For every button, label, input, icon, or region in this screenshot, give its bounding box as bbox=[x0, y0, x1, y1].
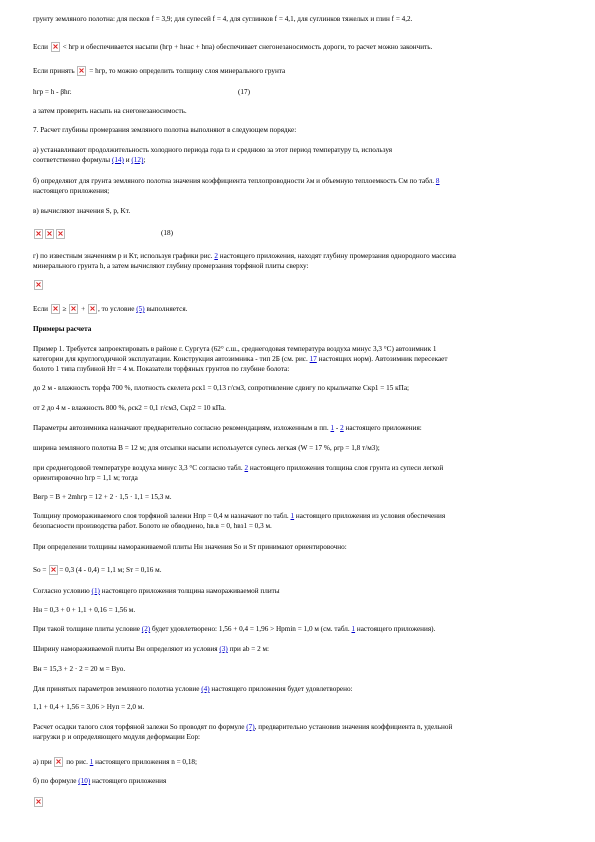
figure-link-2[interactable]: 2 bbox=[214, 252, 218, 260]
broken-image-icon bbox=[54, 757, 63, 767]
paragraph bbox=[33, 464, 573, 473]
text: + bbox=[81, 305, 86, 313]
text: и bbox=[125, 156, 130, 164]
text: болото 1 типа глубиной Hт = 4 м. Показатели торфяных грунтов по глубине болота: bbox=[33, 365, 290, 373]
text: Для принятых параметров земляного полотна условие bbox=[33, 685, 200, 693]
text: ориентировочно hгр = 1,1 м; тогда bbox=[33, 474, 138, 482]
text: настоящего приложения). bbox=[356, 625, 436, 633]
heading-text: Примеры расчета bbox=[33, 325, 92, 333]
condition-link-5[interactable]: (5) bbox=[136, 305, 145, 313]
formula-link-10[interactable]: (10) bbox=[78, 777, 91, 785]
text: б) по формуле bbox=[33, 777, 77, 785]
paragraph bbox=[33, 107, 573, 116]
text: категории для круглогодичной эксплуатации. Конструкция автозимника - тип 2Б (см. рис. bbox=[33, 355, 308, 363]
table-link-2[interactable]: 2 bbox=[244, 464, 249, 472]
text: Если bbox=[33, 43, 49, 51]
text: = hгр, то можно определить толщину слоя минерального грунта bbox=[89, 67, 286, 75]
formula-line bbox=[33, 88, 573, 97]
paragraph bbox=[33, 355, 573, 364]
broken-image-icon bbox=[51, 304, 60, 314]
text: Параметры автозимника назначают предварительно согласно рекомендациям, изложенным в пп. bbox=[33, 424, 329, 432]
formula-line bbox=[33, 565, 573, 575]
table-link-8[interactable]: 8 bbox=[435, 177, 440, 185]
paragraph bbox=[33, 156, 573, 165]
paragraph bbox=[33, 733, 573, 742]
formula: Sо = bbox=[33, 566, 47, 574]
text: при среднегодовой температуре воздуха минус 3,3 °С согласно табл. bbox=[33, 464, 243, 472]
item-link-2[interactable]: 2 bbox=[340, 424, 344, 432]
paragraph bbox=[33, 444, 573, 453]
text: от 2 до 4 м - влажность 800 %, ρск2 = 0,1 г/см3, Cкр2 = 10 кПа. bbox=[33, 404, 226, 412]
text: настоящего приложения толщина слоя грунта из супеси легкой bbox=[249, 464, 444, 472]
text: настоящего приложения; bbox=[33, 187, 110, 195]
text: при ab = 2 м: bbox=[229, 645, 270, 653]
condition-link-1[interactable]: (1) bbox=[91, 587, 100, 595]
text: настоящего приложения из условия обеспечения bbox=[295, 512, 446, 520]
text: а) при bbox=[33, 758, 52, 766]
text: Согласно условию bbox=[33, 587, 90, 595]
formula-line bbox=[33, 229, 573, 239]
text: - bbox=[335, 424, 339, 432]
paragraph bbox=[33, 66, 573, 76]
text: , предварительно установив значения коэффициента n, удельной bbox=[254, 723, 453, 731]
paragraph bbox=[33, 126, 573, 135]
formula: hгр = h - βhг. bbox=[33, 88, 72, 96]
figure-link-17[interactable]: 17 bbox=[309, 355, 317, 363]
text: до 2 м - влажность торфа 700 %, плотность скелета ρск1 = 0,13 г/см3, сопротивление сдвигу по крыльчатке Cкр1 = 15 кПа; bbox=[33, 384, 410, 392]
paragraph bbox=[33, 384, 573, 393]
text: ; bbox=[143, 156, 146, 164]
paragraph bbox=[33, 252, 573, 261]
equation-number: (18) bbox=[161, 229, 173, 237]
formula-link-7[interactable]: (7) bbox=[246, 723, 255, 731]
paragraph bbox=[33, 474, 573, 483]
text: по рис. bbox=[66, 758, 88, 766]
paragraph bbox=[33, 207, 573, 216]
text: настоящего приложения bbox=[92, 777, 167, 785]
text: При определении толщины намораживаемой плиты Hн значения Sо и Sт принимают ориентировочно: bbox=[33, 543, 347, 551]
paragraph bbox=[33, 543, 573, 552]
paragraph bbox=[33, 512, 573, 521]
text: в) вычисляют значения S, p, Kт. bbox=[33, 207, 131, 215]
broken-image-icon bbox=[34, 280, 43, 290]
paragraph bbox=[33, 187, 573, 196]
text: настоящего приложения, находят глубину промерзания однородного массива bbox=[219, 252, 456, 260]
text: Если принять bbox=[33, 67, 75, 75]
text: настоящего приложения будет удовлетворено: bbox=[211, 685, 353, 693]
paragraph bbox=[33, 645, 573, 654]
text: б) определяют для грунта земляного полотна значения коэффициента теплопроводности λм и объемную теплоемкость Cм по табл. bbox=[33, 177, 435, 185]
broken-image-icon bbox=[34, 229, 43, 239]
formula: Hн = 0,3 + 0 + 1,1 + 0,16 = 1,56 м. bbox=[33, 606, 136, 614]
broken-image-icon bbox=[56, 229, 65, 239]
text: Расчет осадки талого слоя торфяной залежи Sо проводят по формуле bbox=[33, 723, 245, 731]
paragraph bbox=[33, 345, 573, 354]
paragraph bbox=[33, 146, 573, 155]
text: безопасности производства работ. Болото не обводнено, hв.в = 0, hвз1 = 0,3 м. bbox=[33, 522, 272, 530]
text: грунту земляного полотна: для песков f = 3,9; для супесей f = 4, для суглинков f = 4,1, для суглинков тяжелых и глин f = 4,2. bbox=[33, 15, 413, 23]
broken-image-icon bbox=[77, 66, 86, 76]
broken-image-icon bbox=[88, 304, 97, 314]
paragraph bbox=[33, 177, 573, 186]
paragraph bbox=[33, 404, 573, 413]
text: 7. Расчет глубины промерзания земляного полотна выполняют в следующем порядке: bbox=[33, 126, 297, 134]
formula: = 0,3 (4 - 0,4) = 1,1 м; Sт = 0,16 м. bbox=[59, 566, 162, 574]
paragraph bbox=[33, 15, 573, 24]
condition-link-3[interactable]: (3) bbox=[219, 645, 228, 653]
paragraph bbox=[33, 365, 573, 374]
text: Ширину намораживаемой плиты Bн определяют из условия bbox=[33, 645, 218, 653]
section-heading bbox=[33, 325, 573, 334]
broken-image-icon bbox=[51, 42, 60, 52]
formula-link-12[interactable]: (12) bbox=[131, 156, 144, 164]
paragraph bbox=[33, 777, 573, 786]
formula: 1,1 + 0,4 + 1,56 = 3,06 > Hуп = 2,0 м. bbox=[33, 703, 145, 711]
broken-image-icon bbox=[34, 797, 43, 807]
paragraph bbox=[33, 723, 573, 732]
formula-line bbox=[33, 665, 573, 674]
formula-line bbox=[33, 703, 573, 712]
text: минерального грунта h, а затем вычисляют глубину промерзания торфяной плиты сверху: bbox=[33, 262, 309, 270]
item-link-1[interactable]: 1 bbox=[330, 424, 335, 432]
text: ≥ bbox=[62, 305, 67, 313]
table-link-1b[interactable]: 1 bbox=[351, 625, 356, 633]
text: нагрузки p и определяющего модуля деформации Eор: bbox=[33, 733, 201, 741]
figure-link-1[interactable]: 1 bbox=[89, 758, 94, 766]
text: г) по известным значениям p и Kт, используя графики рис. bbox=[33, 252, 213, 260]
table-link-1[interactable]: 1 bbox=[290, 512, 295, 520]
paragraph bbox=[33, 262, 573, 271]
text: соответственно формулы bbox=[33, 156, 111, 164]
text: При такой толщине плиты условие bbox=[33, 625, 140, 633]
broken-image-icon bbox=[45, 229, 54, 239]
paragraph bbox=[33, 424, 573, 433]
formula: Bвгр = B + 2mhгр = 12 + 2 · 1,5 · 1,1 = 15,3 м. bbox=[33, 493, 172, 501]
text: выполняется. bbox=[146, 305, 188, 313]
text: < hгр и обеспечивается насыпи (hгр + hнас + hпа) обеспечивает снегонезаносимость дороги, то расчет можно закончить. bbox=[62, 43, 433, 51]
formula: Bн = 15,3 + 2 · 2 = 20 м = Bуо. bbox=[33, 665, 126, 673]
equation-number: (17) bbox=[238, 88, 250, 96]
formula-image bbox=[33, 797, 573, 807]
paragraph bbox=[33, 757, 573, 767]
text: а затем проверить насыпь на снегонезаносимость. bbox=[33, 107, 187, 115]
formula-line bbox=[33, 493, 573, 502]
text: Толщину промораживаемого слоя торфяной залежи Hпр = 0,4 м назначают по табл. bbox=[33, 512, 289, 520]
paragraph bbox=[33, 304, 573, 314]
paragraph bbox=[33, 42, 573, 52]
formula-link-14[interactable]: (14) bbox=[111, 156, 124, 164]
text: Пример 1. Требуется запроектировать в районе г. Сургута (62° с.ш., среднегодовая температура воздуха минус 3,3 °С) автозимник 1 bbox=[33, 345, 437, 353]
text: настоящего приложения n = 0,18; bbox=[95, 758, 198, 766]
paragraph bbox=[33, 685, 573, 694]
paragraph bbox=[33, 522, 573, 531]
text: настоящего приложения: bbox=[345, 424, 422, 432]
text: настоящего приложения толщина намораживаемой плиты bbox=[101, 587, 280, 595]
condition-link-4[interactable]: (4) bbox=[201, 685, 210, 693]
paragraph bbox=[33, 587, 573, 596]
paragraph bbox=[33, 625, 573, 634]
formula-line bbox=[33, 606, 573, 615]
text: будет удовлетворено: 1,56 + 0,4 = 1,96 > Hpmin = 1,0 м (см. табл. bbox=[151, 625, 350, 633]
broken-image-icon bbox=[49, 565, 58, 575]
condition-link-2[interactable]: (2) bbox=[141, 625, 151, 633]
text: а) устанавливают продолжительность холодного периода года tз и среднюю за этот период температуру tз, используя bbox=[33, 146, 393, 154]
text: настоящих норм). Автозимник пересекает bbox=[318, 355, 448, 363]
broken-image-icon bbox=[69, 304, 78, 314]
formula-image bbox=[33, 280, 573, 290]
text: Если bbox=[33, 305, 49, 313]
text: ширина земляного полотна B = 12 м; для отсыпки насыпи используется супесь легкая (W = 17 %, ρгр = 1,8 т/м3); bbox=[33, 444, 380, 452]
text: , то условие bbox=[98, 305, 135, 313]
